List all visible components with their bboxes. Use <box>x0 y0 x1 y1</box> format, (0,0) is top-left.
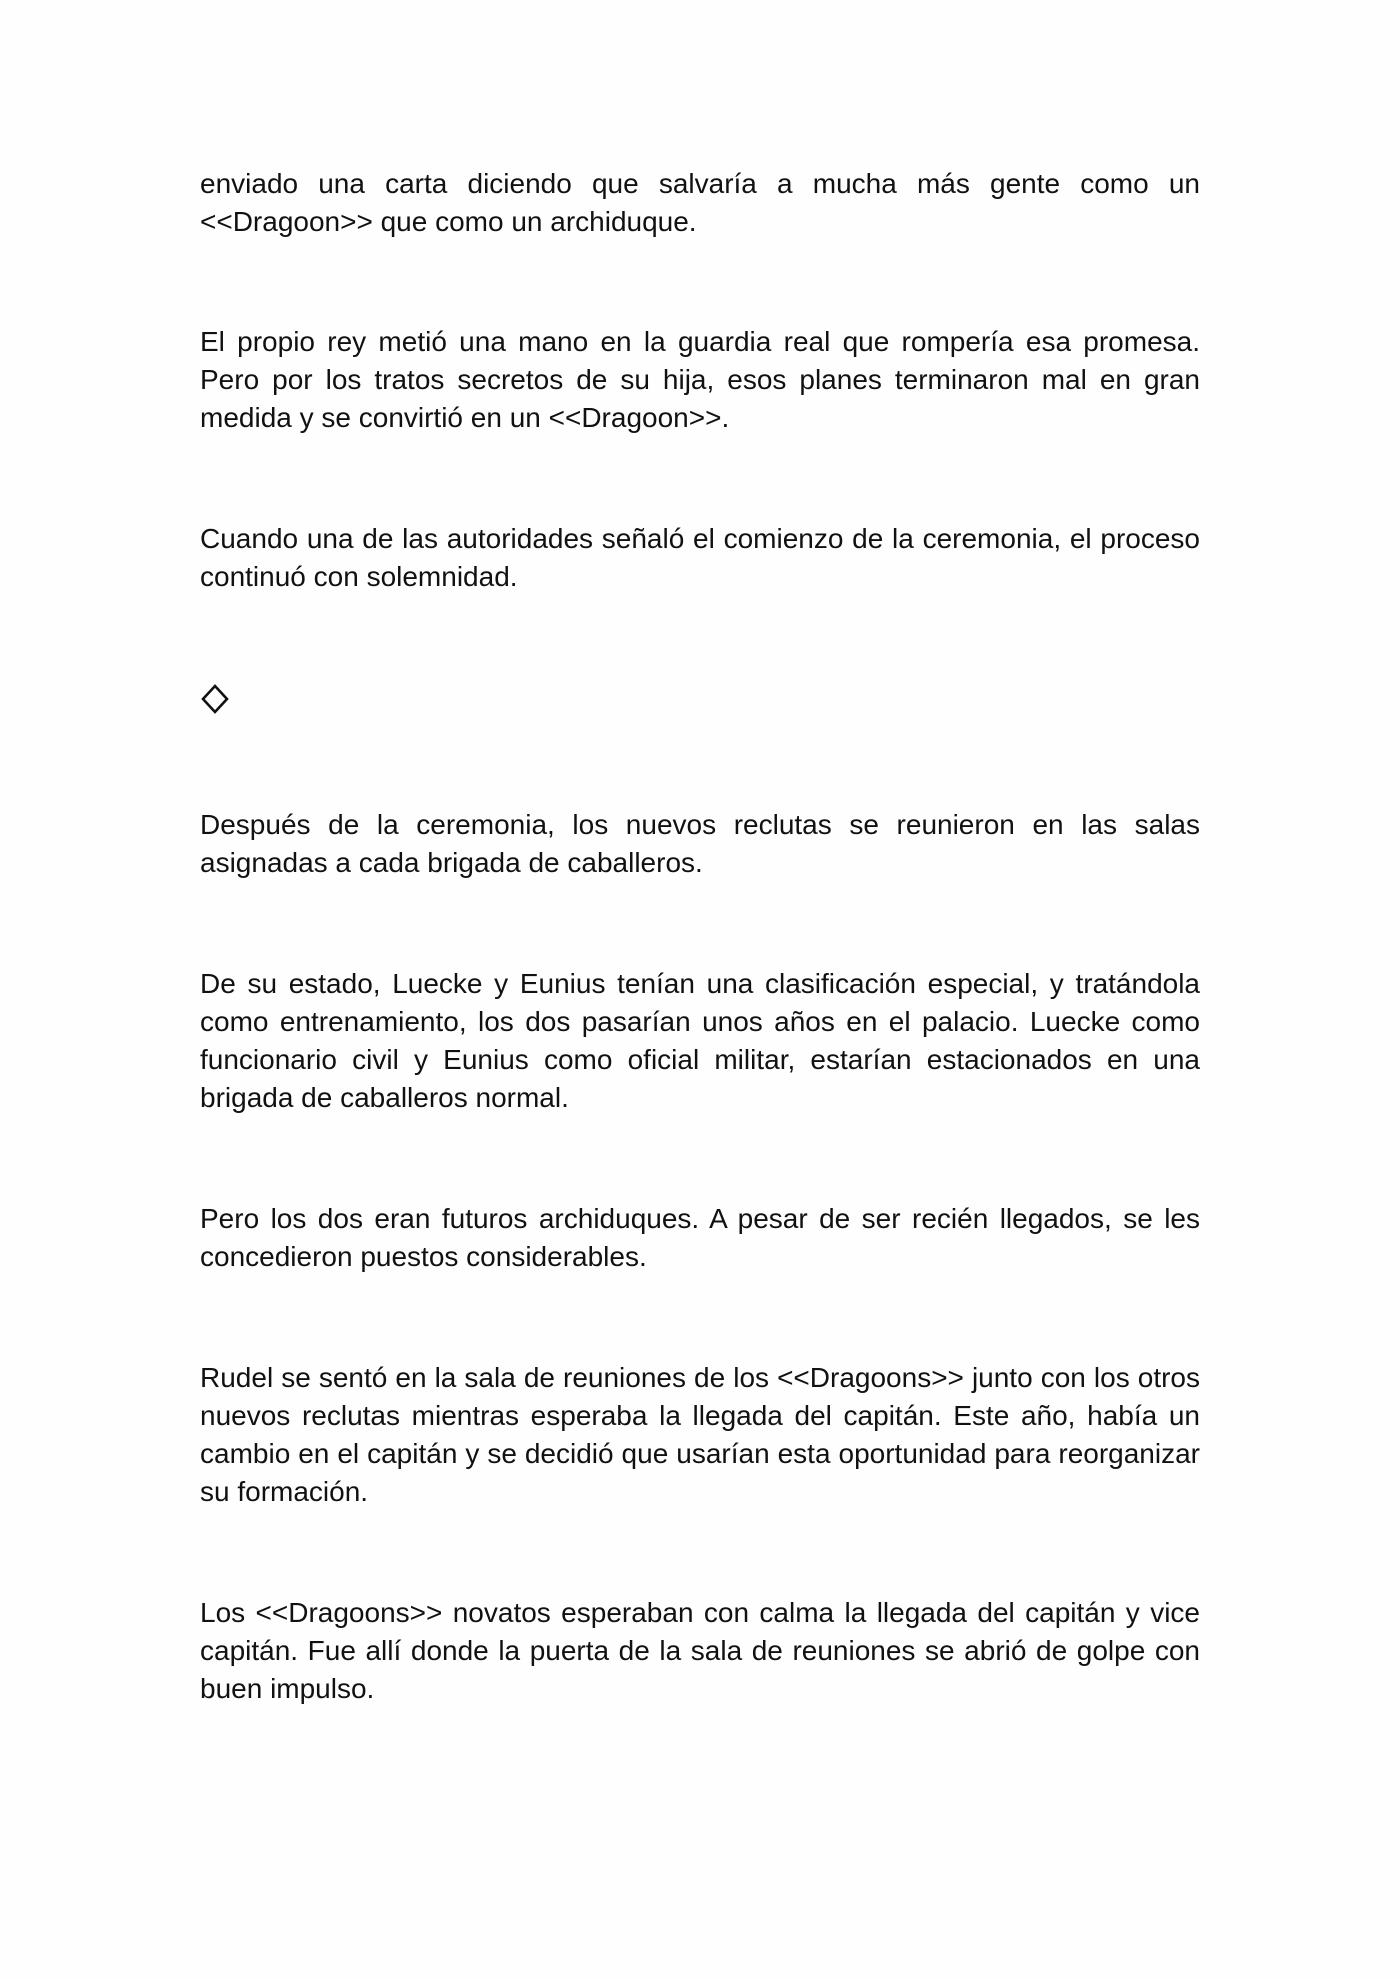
paragraph-8: Los <<Dragoons>> novatos esperaban con calma la llegada del capitán y vice capitán. Fue allí donde la puerta de la sala de reuniones se abrió de golpe con buen impulso. <box>200 1597 1200 1704</box>
paragraph-4: Después de la ceremonia, los nuevos reclutas se reunieron en las salas asignadas a cada brigada de caballeros. <box>200 809 1200 878</box>
paragraph-2: El propio rey metió una mano en la guardia real que rompería esa promesa. Pero por los tratos secretos de su hija, esos planes terminaron mal en gran medida y se convirtió en un <<Dragoon>>. <box>200 326 1200 433</box>
paragraph-6: Pero los dos eran futuros archiduques. A pesar de ser recién llegados, se les concedieron puestos considerables. <box>200 1203 1200 1272</box>
paragraph-5: De su estado, Luecke y Eunius tenían una clasificación especial, y tratándola como entrenamiento, los dos pasarían unos años en el palacio. Luecke como funcionario civil y Eunius como oficial militar, estarían estacionados en una brigada de caballeros normal. <box>200 968 1200 1113</box>
paragraph-7: Rudel se sentó en la sala de reuniones de los <<Dragoons>> junto con los otros nuevos reclutas mientras esperaba la llegada del capitán. Este año, había un cambio en el capitán y se decidió que usarían esta oportunidad para reorganizar su formación. <box>200 1362 1200 1507</box>
diamond-outline-icon <box>200 684 230 714</box>
paragraph-3: Cuando una de las autoridades señaló el comienzo de la ceremonia, el proceso continuó con solemnidad. <box>200 523 1200 592</box>
paragraph-1: enviado una carta diciendo que salvaría a mucha más gente como un <<Dragoon>> que como un archiduque. <box>200 168 1200 237</box>
